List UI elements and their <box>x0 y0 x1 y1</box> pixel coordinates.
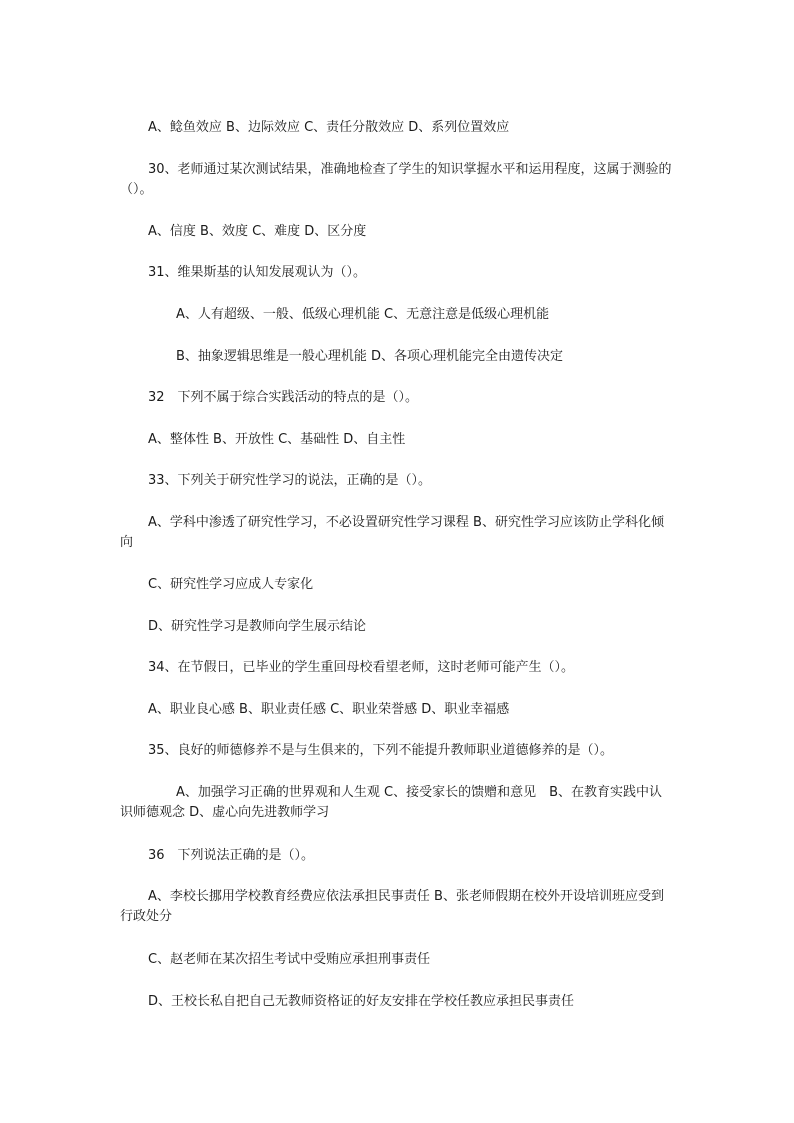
q31-options-line1: A、人有超级、一般、低级心理机能 C、无意注意是低级心理机能 <box>176 307 550 322</box>
q32-question: 32 下列不属于综合实践活动的特点的是（）。 <box>148 390 419 405</box>
q34-options: A、职业良心感 B、职业责任感 C、职业荣誉感 D、职业幸福感 <box>148 702 510 717</box>
q29-options: A、鲶鱼效应 B、边际效应 C、责任分散效应 D、系列位置效应 <box>148 120 510 135</box>
q33-options-ab: A、学科中渗透了研究性学习，不必设置研究性学习课程 B、研究性学习应该防止学科化倾向 <box>120 515 664 550</box>
q31-question: 31、维果斯基的认知发展观认为（）。 <box>148 265 367 280</box>
q33-question: 33、下列关于研究性学习的说法，正确的是（）。 <box>148 473 432 488</box>
q33-option-c: C、研究性学习应成人专家化 <box>148 577 314 592</box>
q30-question: 30、老师通过某次测试结果，准确地检查了学生的知识掌握水平和运用程度，这属于测验的（）。 <box>120 162 672 197</box>
q35-options: A、加强学习正确的世界观和人生观 C、接受家长的馈赠和意见 B、在教育实践中认识师德观念 D、虚心向先进教师学习 <box>120 785 663 820</box>
q32-options: A、整体性 B、开放性 C、基础性 D、自主性 <box>148 432 406 447</box>
q33-option-d: D、研究性学习是教师向学生展示结论 <box>148 619 367 634</box>
q36-option-c: C、赵老师在某次招生考试中受贿应承担刑事责任 <box>148 952 431 967</box>
q30-options: A、信度 B、效度 C、难度 D、区分度 <box>148 224 367 239</box>
q36-options-ab: A、李校长挪用学校教育经费应依法承担民事责任 B、张老师假期在校外开设培训班应受到行政处分 <box>120 889 664 924</box>
q34-question: 34、在节假日，已毕业的学生重回母校看望老师，这时老师可能产生（）。 <box>148 660 575 675</box>
q36-option-d: D、王校长私自把自己无教师资格证的好友安排在学校任教应承担民事责任 <box>148 994 575 1009</box>
q35-question: 35、良好的师德修养不是与生俱来的，下列不能提升教师职业道德修养的是（）。 <box>148 743 614 758</box>
q36-question: 36 下列说法正确的是（）。 <box>148 848 315 863</box>
q31-options-line2: B、抽象逻辑思维是一般心理机能 D、各项心理机能完全由遗传决定 <box>176 349 564 364</box>
